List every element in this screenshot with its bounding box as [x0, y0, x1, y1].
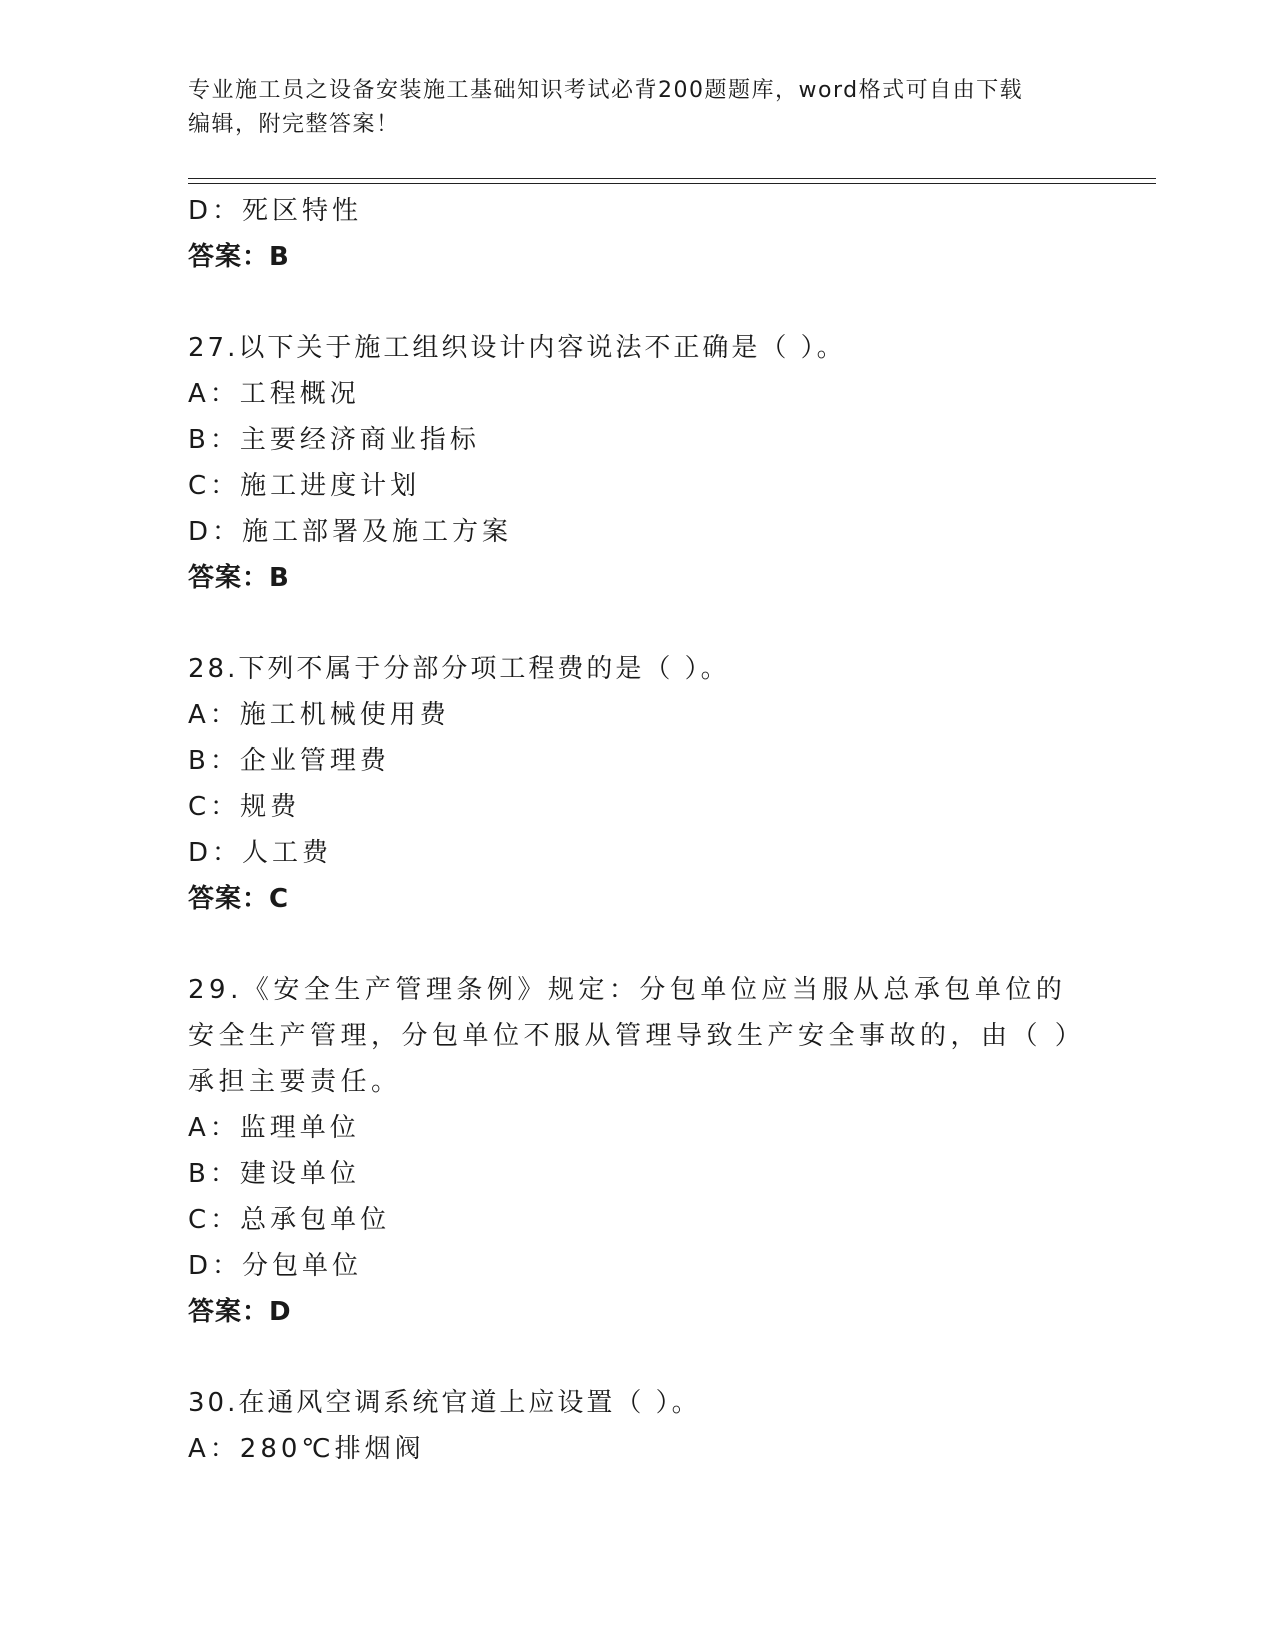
option-d: D：死区特性	[188, 196, 363, 226]
question-text: 30.在通风空调系统官道上应设置（ ）。	[188, 1388, 701, 1418]
option-d: D：施工部署及施工方案	[188, 517, 513, 547]
option-c: C：总承包单位	[188, 1205, 391, 1235]
option-a: A：工程概况	[188, 379, 360, 409]
question-27	[188, 325, 1088, 601]
header-divider-top	[188, 178, 1156, 179]
option-a: A：监理单位	[188, 1113, 360, 1143]
question-28	[188, 646, 1088, 922]
option-c: C：规费	[188, 792, 301, 822]
option-b: B：主要经济商业指标	[188, 425, 480, 455]
header-divider-bottom	[188, 183, 1156, 184]
header-title-line-2: 编辑，附完整答案！	[188, 112, 400, 137]
question-30	[188, 1380, 1088, 1472]
option-b: B：建设单位	[188, 1159, 360, 1189]
option-d: D：人工费	[188, 838, 333, 868]
question-list	[188, 188, 1088, 1472]
question-text: 28.下列不属于分部分项工程费的是（ ）。	[188, 654, 730, 684]
option-a: A：280℃排烟阀	[188, 1434, 425, 1464]
option-b: B：企业管理费	[188, 746, 390, 776]
option-d: D：分包单位	[188, 1251, 363, 1281]
option-a: A：施工机械使用费	[188, 700, 450, 730]
answer: 答案：C	[188, 884, 290, 914]
document-header	[188, 74, 1088, 142]
question-text: 29.《安全生产管理条例》规定：分包单位应当服从总承包单位的安全生产管理，分包单位不服从管理导致生产安全事故的，由（ ）承担主要责任。	[188, 975, 1073, 1097]
option-c: C：施工进度计划	[188, 471, 421, 501]
header-title-line-1: 专业施工员之设备安装施工基础知识考试必背200题题库，word格式可自由下载	[188, 78, 1024, 103]
question-text: 27.以下关于施工组织设计内容说法不正确是（ ）。	[188, 333, 846, 363]
answer: 答案：D	[188, 1297, 292, 1327]
question-29	[188, 967, 1088, 1335]
answer: 答案：B	[188, 242, 290, 272]
answer: 答案：B	[188, 563, 290, 593]
